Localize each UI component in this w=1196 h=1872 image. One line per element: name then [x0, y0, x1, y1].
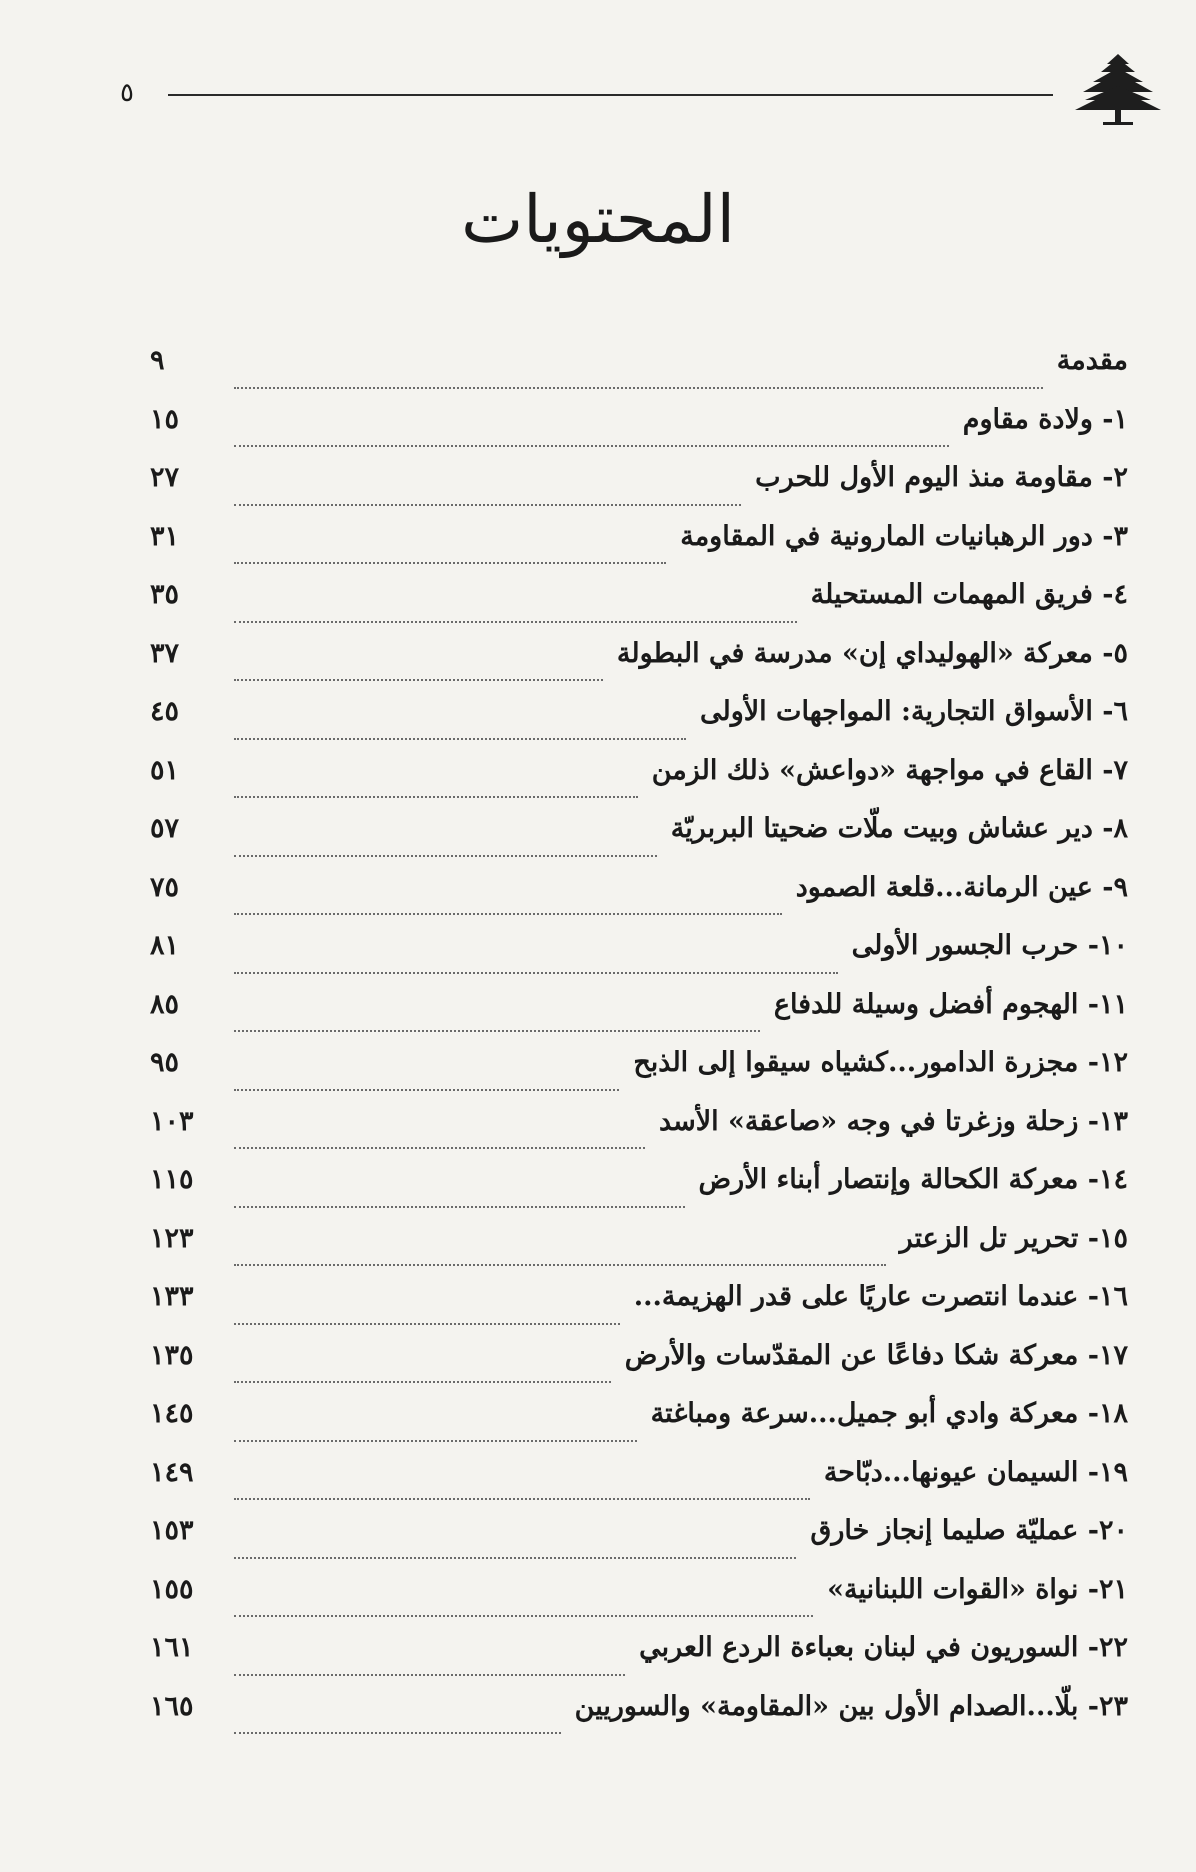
toc-entry: [150, 1632, 1128, 1691]
toc-entry-page: ٣١: [150, 520, 180, 552]
toc-entry-page: ٣٥: [150, 579, 180, 610]
dot-leader: [234, 1556, 796, 1559]
toc-entry-title: ٦- الأسواق التجارية: المواجهات الأولى: [699, 696, 1128, 727]
cedar-tree-icon: [1073, 50, 1163, 132]
dot-leader: [234, 971, 838, 974]
toc-entry-page: ١٥٥: [150, 1573, 194, 1605]
toc-entry: [150, 813, 1128, 872]
dot-leader: [234, 620, 797, 623]
toc-entry-title: ٢٢- السوريون في لبنان بعباءة الردع العربي: [639, 1632, 1128, 1663]
dot-leader: [234, 678, 603, 681]
toc-entry-title: ١٠- حرب الجسور الأولى: [851, 930, 1128, 961]
toc-entry: [150, 345, 1128, 404]
dot-leader: [234, 1263, 886, 1266]
dot-leader: [234, 1439, 637, 1442]
toc-entry-title: ١٨- معركة وادي أبو جميل...سرعة ومباغتة: [650, 1398, 1128, 1429]
toc-entry-page: ٧٥: [150, 871, 180, 903]
dot-leader: [234, 1146, 645, 1149]
toc-entry-page: ٨٥: [150, 988, 180, 1020]
dot-leader: [234, 561, 666, 564]
toc-entry: [150, 1164, 1128, 1223]
toc-entry: [150, 462, 1128, 521]
toc-entry-page: ٩: [150, 345, 165, 376]
toc-entry-title: ١٢- مجزرة الدامور...كشياه سيقوا إلى الذبح: [633, 1047, 1128, 1078]
toc-entry-page: ٨١: [150, 930, 180, 961]
toc-entry: [150, 1281, 1128, 1340]
page-title: المحتويات: [461, 181, 735, 258]
toc-entry: [150, 1047, 1128, 1106]
toc-entry-page: ١٠٣: [150, 1105, 194, 1137]
toc-entry-page: ١٤٥: [150, 1398, 194, 1429]
toc-entry: [150, 930, 1128, 989]
toc-entry-title: ٣- دور الرهبانيات المارونية في المقاومة: [680, 520, 1128, 552]
dot-leader: [234, 912, 782, 915]
header-rule: [168, 94, 1053, 96]
toc-entry-title: مقدمة: [1056, 345, 1128, 376]
toc-entry-page: ٥٧: [150, 813, 180, 844]
dot-leader: [234, 444, 949, 447]
toc-entry-title: ٢- مقاومة منذ اليوم الأول للحرب: [755, 462, 1128, 493]
toc-entry: [150, 872, 1128, 931]
dot-leader: [234, 1322, 620, 1325]
toc-entry: [150, 989, 1128, 1048]
toc-entry-page: ١٦٥: [150, 1690, 194, 1722]
toc-entry-title: ١١- الهجوم أفضل وسيلة للدفاع: [773, 988, 1128, 1020]
toc-entry: [150, 404, 1128, 463]
toc-entry: [150, 755, 1128, 814]
toc-entry: [150, 1515, 1128, 1574]
toc-entry-title: ٨- دير عشاش وبيت ملّات ضحيتا البربريّة: [670, 813, 1128, 844]
toc-entry: [150, 1223, 1128, 1282]
toc-entry: [150, 1340, 1128, 1399]
toc-entry: [150, 1574, 1128, 1633]
toc-entry-page: ٣٧: [150, 637, 180, 669]
toc-entry-title: ٧- القاع في مواجهة «دواعش» ذلك الزمن: [651, 754, 1128, 786]
toc-entry-page: ١٥٣: [150, 1515, 194, 1546]
toc-entry-title: ١٧- معركة شكا دفاعًا عن المقدّسات والأرض: [624, 1339, 1128, 1371]
toc-entry: [150, 1398, 1128, 1457]
toc-entry-title: ١- ولادة مقاوم: [962, 403, 1128, 435]
dot-leader: [234, 1497, 810, 1500]
toc-entry-page: ٢٧: [150, 462, 180, 493]
toc-entry-page: ٥١: [150, 754, 180, 786]
toc-entry-title: ٢٠- عمليّة صليما إنجاز خارق: [810, 1515, 1128, 1546]
dot-leader: [234, 1088, 619, 1091]
dot-leader: [234, 737, 686, 740]
dot-leader: [234, 1731, 561, 1734]
dot-leader: [234, 1380, 611, 1383]
toc-entry-page: ١٣٥: [150, 1339, 194, 1371]
toc-entry-page: ١١٥: [150, 1164, 194, 1195]
toc-entry-page: ١٤٩: [150, 1456, 194, 1488]
toc-entry-page: ٤٥: [150, 696, 180, 727]
dot-leader: [234, 503, 741, 506]
toc-entry-title: ٥- معركة «الهوليداي إن» مدرسة في البطولة: [616, 637, 1128, 669]
toc-entry-title: ٩- عين الرمانة...قلعة الصمود: [795, 871, 1128, 903]
dot-leader: [234, 795, 638, 798]
dot-leader: [234, 1029, 760, 1032]
toc-entry-title: ١٣- زحلة وزغرتا في وجه «صاعقة» الأسد: [658, 1105, 1128, 1137]
toc-entry-page: ١٣٣: [150, 1281, 194, 1312]
toc-entry: [150, 1106, 1128, 1165]
toc-entry-title: ١٦- عندما انتصرت عاريًا على قدر الهزيمة...: [633, 1281, 1128, 1312]
toc-entry-title: ١٥- تحرير تل الزعتر: [899, 1222, 1128, 1254]
toc-entry: [150, 521, 1128, 580]
toc-entry-title: ١٩- السيمان عيونها...دبّاحة: [823, 1456, 1128, 1488]
toc-entry-title: ٢٣- بلّا...الصدام الأول بين «المقاومة» والسوريين: [574, 1690, 1128, 1722]
toc-entry-title: ٤- فريق المهمات المستحيلة: [810, 579, 1128, 610]
toc-entry-page: ٩٥: [150, 1047, 180, 1078]
toc-entry: [150, 696, 1128, 755]
toc-entry: [150, 579, 1128, 638]
toc-entry-title: ١٤- معركة الكحالة وإنتصار أبناء الأرض: [698, 1164, 1128, 1195]
dot-leader: [234, 386, 1043, 389]
toc-entry-title: ٢١- نواة «القوات اللبنانية»: [827, 1573, 1128, 1605]
toc-entry-page: ١٢٣: [150, 1222, 194, 1254]
table-of-contents: [150, 345, 1128, 1749]
toc-entry: [150, 1691, 1128, 1750]
toc-entry: [150, 638, 1128, 697]
toc-entry: [150, 1457, 1128, 1516]
dot-leader: [234, 1205, 685, 1208]
dot-leader: [234, 1673, 625, 1676]
dot-leader: [234, 854, 657, 857]
toc-entry-page: ١٦١: [150, 1632, 194, 1663]
page-number: ٥: [120, 78, 134, 108]
toc-entry-page: ١٥: [150, 403, 180, 435]
dot-leader: [234, 1614, 813, 1617]
